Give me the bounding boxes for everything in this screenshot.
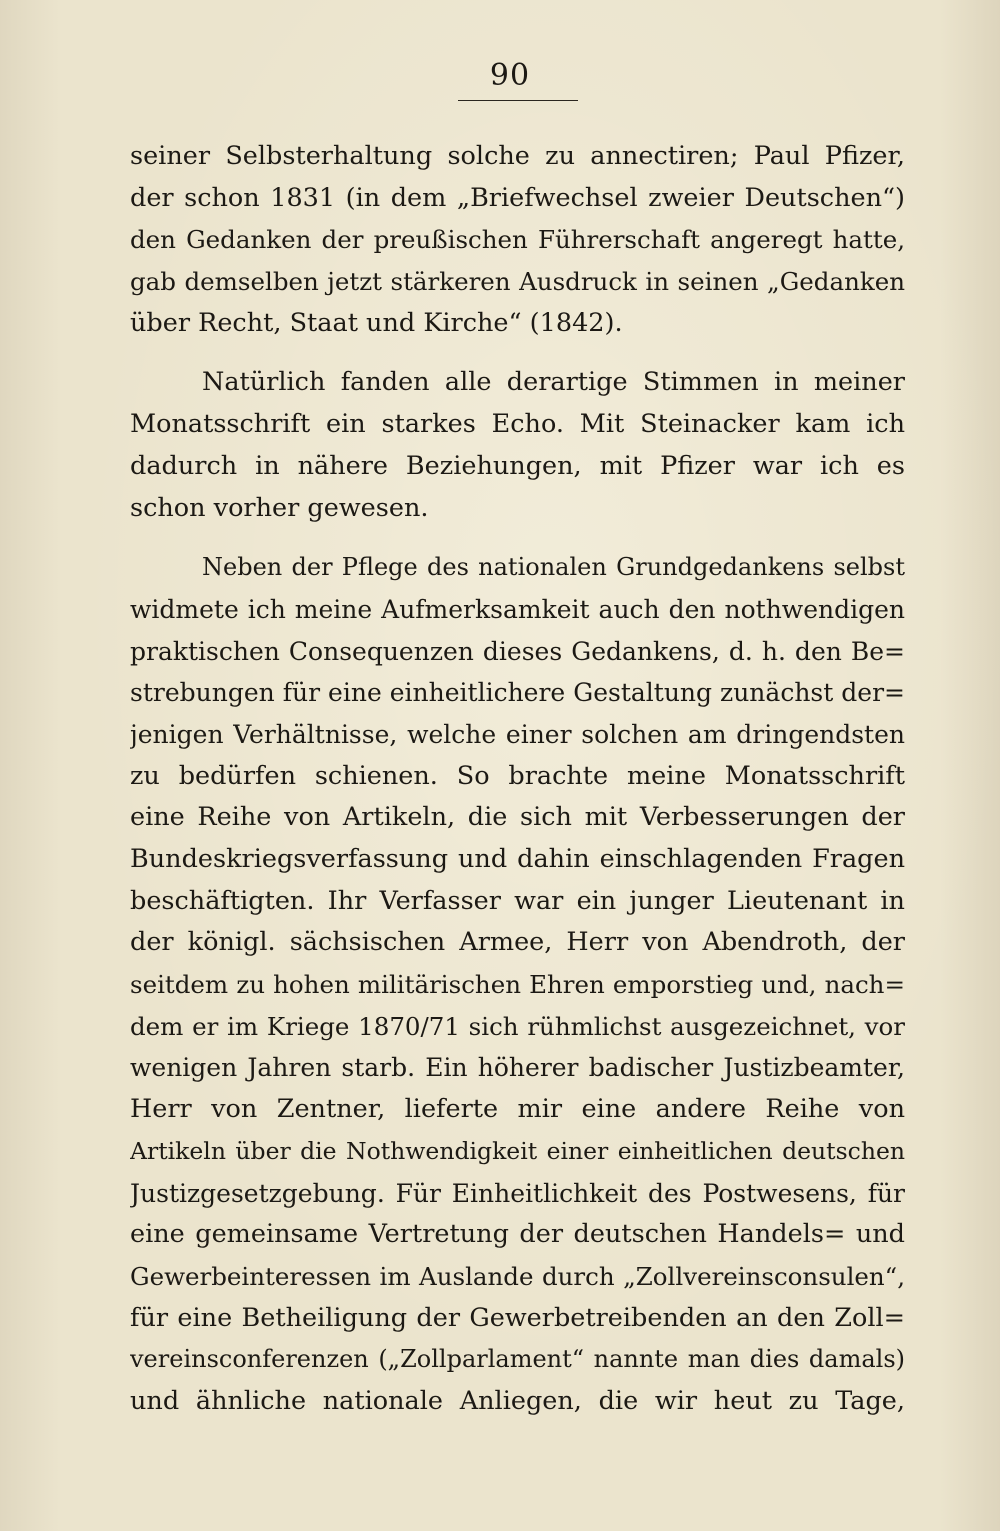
text-line: für eine Betheiligung der Gewerbetreibenden an den Zoll= xyxy=(130,1302,905,1333)
text-line: dem er im Kriege 1870/71 sich rühmlichst ausgezeichnet, vor xyxy=(130,1011,905,1041)
text-line: seiner Selbsterhaltung solche zu annectiren; Paul Pfizer, xyxy=(130,141,905,171)
text-line: Neben der Pflege des nationalen Grundgedankens selbst xyxy=(202,553,905,582)
text-line: Artikeln über die Nothwendigkeit einer einheitlichen deutschen xyxy=(130,1136,905,1165)
text-line: strebungen für eine einheitlichere Gestaltung zunächst der= xyxy=(130,678,905,708)
text-line: wenigen Jahren starb. Ein höherer badischer Justizbeamter, xyxy=(130,1053,905,1083)
page-number: 90 xyxy=(489,58,531,93)
text-line: dadurch in nähere Beziehungen, mit Pfizer war ich es xyxy=(130,450,905,481)
text-line: Gewerbeinteressen im Auslande durch „Zollvereinsconsulen“, xyxy=(130,1261,905,1291)
text-line: jenigen Verhältnisse, welche einer solchen am dringendsten xyxy=(130,719,905,749)
text-line: Natürlich fanden alle derartige Stimmen in meiner xyxy=(202,367,905,398)
paragraph-gap xyxy=(130,344,905,362)
text-line: seitdem zu hohen militärischen Ehren emporstieg und, nach= xyxy=(130,970,905,1000)
text-line: den Gedanken der preußischen Führerschaft angeregt hatte, xyxy=(130,225,905,255)
text-line: Bundeskriegsverfassung und dahin einschlagenden Fragen xyxy=(130,844,905,874)
paragraph-gap xyxy=(130,529,905,547)
text-line: zu bedürfen schienen. So brachte meine Monatsschrift xyxy=(130,760,905,791)
text-line: eine Reihe von Artikeln, die sich mit Verbesserungen der xyxy=(130,802,905,833)
text-line: der schon 1831 (in dem „Briefwechsel zweier Deutschen“) xyxy=(130,182,905,213)
text-line: und ähnliche nationale Anliegen, die wir heut zu Tage, xyxy=(130,1385,905,1416)
text-line: Herr von Zentner, lieferte mir eine andere Reihe von xyxy=(130,1094,905,1125)
header-rule xyxy=(458,100,578,101)
paragraph-2 xyxy=(130,362,905,529)
text-line: vereinsconferenzen („Zollparlament“ nannte man dies damals) xyxy=(130,1345,905,1374)
text-line: der königl. sächsischen Armee, Herr von Abendroth, der xyxy=(130,927,905,958)
text-line: widmete ich meine Aufmerksamkeit auch den nothwendigen xyxy=(130,594,905,624)
text-line: gab demselben jetzt stärkeren Ausdruck in seinen „Gedanken xyxy=(130,267,905,297)
paragraph-1 xyxy=(130,136,905,344)
text-line: schon vorher gewesen. xyxy=(130,492,429,523)
text-line: eine gemeinsame Vertretung der deutschen Handels= und xyxy=(130,1219,905,1250)
text-line: Monatsschrift ein starkes Echo. Mit Steinacker kam ich xyxy=(130,409,905,440)
paragraph-3 xyxy=(130,547,905,1422)
body-text xyxy=(130,136,905,1423)
text-line: über Recht, Staat und Kirche“ (1842). xyxy=(130,307,623,338)
text-line: Justizgesetzgebung. Für Einheitlichkeit des Postwesens, für xyxy=(130,1178,905,1208)
text-line: beschäftigten. Ihr Verfasser war ein junger Lieutenant in xyxy=(130,885,905,916)
text-line: praktischen Consequenzen dieses Gedankens, d. h. den Be= xyxy=(130,636,905,666)
